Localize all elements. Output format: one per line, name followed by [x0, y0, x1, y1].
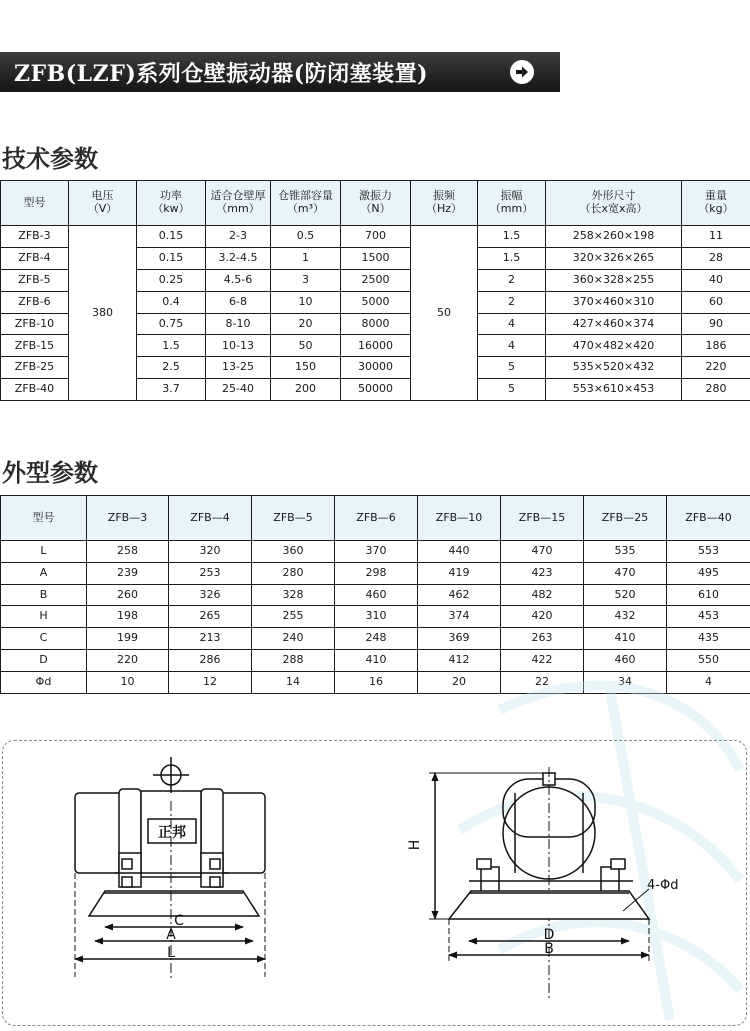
tech-cell: 150	[271, 357, 341, 379]
tech-cell: 2-3	[206, 226, 271, 248]
tech-cell: ZFB-15	[1, 335, 69, 357]
outline-cell: 470	[501, 541, 584, 563]
outline-header-model: ZFB—6	[335, 496, 418, 541]
outline-cell: 470	[584, 562, 667, 584]
tech-cell: 0.25	[137, 269, 206, 291]
tech-header-cell: 仓锥部容量 （m³）	[271, 181, 341, 226]
outline-cell: 482	[501, 584, 584, 606]
outline-cell: 34	[584, 671, 667, 693]
tech-params-table	[0, 180, 750, 401]
outline-cell: 460	[584, 649, 667, 671]
tech-header-cell: 重量 （kg）	[682, 181, 750, 226]
tech-header-cell: 电压 （V）	[69, 181, 137, 226]
tech-cell: 427×460×374	[546, 313, 682, 335]
outline-cell: 370	[335, 541, 418, 563]
tech-cell: 0.4	[137, 291, 206, 313]
tech-cell: 1	[271, 247, 341, 269]
outline-cell: 12	[169, 671, 252, 693]
tech-params-title: 技术参数	[2, 144, 98, 173]
tech-cell: ZFB-4	[1, 247, 69, 269]
outline-cell: 10	[87, 671, 169, 693]
tech-cell: 3	[271, 269, 341, 291]
outline-cell: 16	[335, 671, 418, 693]
tech-cell: 8-10	[206, 313, 271, 335]
outline-cell: 460	[335, 584, 418, 606]
tech-cell: 2500	[341, 269, 411, 291]
hole-label: 4-Φd	[647, 878, 679, 893]
outline-cell: 550	[667, 649, 750, 671]
tech-cell: 25-40	[206, 379, 271, 401]
tech-cell: 220	[682, 357, 750, 379]
outline-cell: 199	[87, 628, 169, 650]
tech-cell: 3.7	[137, 379, 206, 401]
outline-cell: 462	[418, 584, 501, 606]
tech-cell: ZFB-6	[1, 291, 69, 313]
outline-cell: 328	[252, 584, 335, 606]
tech-cell: 10	[271, 291, 341, 313]
tech-cell: 30000	[341, 357, 411, 379]
tech-cell: 1.5	[137, 335, 206, 357]
tech-header-cell: 适合仓壁厚 （mm）	[206, 181, 271, 226]
outline-cell: 520	[584, 584, 667, 606]
brand-label: 正邦	[158, 825, 186, 841]
tech-cell: ZFB-25	[1, 357, 69, 379]
outline-param-label: A	[1, 562, 87, 584]
outline-cell: 419	[418, 562, 501, 584]
outline-cell: 253	[169, 562, 252, 584]
tech-cell: 470×482×420	[546, 335, 682, 357]
outline-cell: 263	[501, 628, 584, 650]
outline-param-label: C	[1, 628, 87, 650]
tech-cell: 4	[478, 335, 546, 357]
outline-header-model: ZFB—40	[667, 496, 750, 541]
outline-param-label: B	[1, 584, 87, 606]
tech-cell: 3.2-4.5	[206, 247, 271, 269]
dim-label-a: A	[166, 927, 176, 943]
tech-cell: 13-25	[206, 357, 271, 379]
tech-cell: ZFB-3	[1, 226, 69, 248]
frequency-cell: 50	[411, 226, 478, 401]
tech-cell: 0.15	[137, 247, 206, 269]
outline-cell: 423	[501, 562, 584, 584]
outline-cell: 248	[335, 628, 418, 650]
tech-cell: 200	[271, 379, 341, 401]
outline-cell: 298	[335, 562, 418, 584]
tech-cell: 40	[682, 269, 750, 291]
outline-cell: 610	[667, 584, 750, 606]
dim-label-h: H	[407, 839, 423, 851]
tech-cell: 1.5	[478, 247, 546, 269]
tech-cell: 700	[341, 226, 411, 248]
tech-cell: 5	[478, 357, 546, 379]
outline-cell: 288	[252, 649, 335, 671]
outline-row	[1, 584, 750, 606]
tech-cell: 0.75	[137, 313, 206, 335]
tech-header-cell: 振频 （Hz）	[411, 181, 478, 226]
tech-cell: ZFB-40	[1, 379, 69, 401]
outline-cell: 240	[252, 628, 335, 650]
tech-cell: 6-8	[206, 291, 271, 313]
dim-label-c: C	[174, 913, 184, 929]
tech-header-row	[1, 181, 750, 226]
tech-cell: 11	[682, 226, 750, 248]
outline-cell: 495	[667, 562, 750, 584]
outline-cell: 535	[584, 541, 667, 563]
tech-cell: ZFB-10	[1, 313, 69, 335]
tech-cell: 50000	[341, 379, 411, 401]
tech-header-cell: 型号	[1, 181, 69, 226]
tech-cell: 10-13	[206, 335, 271, 357]
dim-label-d: D	[543, 927, 555, 943]
outline-header-corner: 型号	[1, 496, 87, 541]
outline-cell: 422	[501, 649, 584, 671]
tech-cell: 370×460×310	[546, 291, 682, 313]
title-banner	[0, 52, 560, 92]
outline-header-model: ZFB—4	[169, 496, 252, 541]
outline-cell: 410	[584, 628, 667, 650]
outline-row	[1, 628, 750, 650]
dim-label-l: L	[167, 945, 175, 961]
outline-param-label: H	[1, 606, 87, 628]
banner-title: ZFB(LZF)系列仓壁振动器(防闭塞装置)	[14, 60, 429, 87]
tech-cell: 280	[682, 379, 750, 401]
voltage-cell: 380	[69, 226, 137, 401]
outline-cell: 198	[87, 606, 169, 628]
tech-cell: 5	[478, 379, 546, 401]
tech-header-cell: 激振力 （N）	[341, 181, 411, 226]
outline-header-model: ZFB—10	[418, 496, 501, 541]
outline-param-label: L	[1, 541, 87, 563]
outline-cell: 435	[667, 628, 750, 650]
outline-header-row	[1, 496, 750, 541]
tech-header-cell: 功率 （kw）	[137, 181, 206, 226]
outline-param-label: Φd	[1, 671, 87, 693]
outline-header-model: ZFB—25	[584, 496, 667, 541]
outline-row	[1, 541, 750, 563]
outline-params-title: 外型参数	[2, 458, 98, 487]
outline-header-model: ZFB—15	[501, 496, 584, 541]
tech-cell: 28	[682, 247, 750, 269]
tech-cell: 0.15	[137, 226, 206, 248]
outline-cell: 286	[169, 649, 252, 671]
outline-cell: 374	[418, 606, 501, 628]
tech-row	[1, 226, 750, 248]
tech-cell: 1.5	[478, 226, 546, 248]
tech-cell: 186	[682, 335, 750, 357]
tech-cell: 0.5	[271, 226, 341, 248]
outline-cell: 310	[335, 606, 418, 628]
dim-label-b: B	[544, 941, 554, 957]
tech-cell: 535×520×432	[546, 357, 682, 379]
outline-cell: 239	[87, 562, 169, 584]
outline-header-model: ZFB—3	[87, 496, 169, 541]
outline-cell: 20	[418, 671, 501, 693]
outline-cell: 412	[418, 649, 501, 671]
tech-cell: 16000	[341, 335, 411, 357]
tech-cell: 50	[271, 335, 341, 357]
outline-cell: 265	[169, 606, 252, 628]
outline-cell: 432	[584, 606, 667, 628]
tech-cell: 553×610×453	[546, 379, 682, 401]
outline-cell: 255	[252, 606, 335, 628]
tech-cell: 20	[271, 313, 341, 335]
outline-cell: 320	[169, 541, 252, 563]
outline-cell: 22	[501, 671, 584, 693]
tech-cell: 1500	[341, 247, 411, 269]
tech-cell: 2.5	[137, 357, 206, 379]
outline-header-model: ZFB—5	[252, 496, 335, 541]
outline-cell: 260	[87, 584, 169, 606]
tech-header-cell: 振幅 （mm）	[478, 181, 546, 226]
outline-cell: 213	[169, 628, 252, 650]
outline-cell: 326	[169, 584, 252, 606]
tech-cell: 5000	[341, 291, 411, 313]
dimension-drawing	[3, 741, 748, 1027]
tech-cell: 90	[682, 313, 750, 335]
outline-cell: 369	[418, 628, 501, 650]
outline-cell: 4	[667, 671, 750, 693]
outline-cell: 453	[667, 606, 750, 628]
tech-cell: 4	[478, 313, 546, 335]
arrow-right-circle-icon[interactable]	[510, 60, 534, 84]
tech-cell: 2	[478, 291, 546, 313]
tech-cell: 360×328×255	[546, 269, 682, 291]
tech-cell: 258×260×198	[546, 226, 682, 248]
tech-cell: 2	[478, 269, 546, 291]
side-view	[429, 767, 649, 1001]
dimension-drawing-panel	[2, 740, 747, 1026]
outline-row	[1, 562, 750, 584]
tech-cell: ZFB-5	[1, 269, 69, 291]
tech-cell: 60	[682, 291, 750, 313]
outline-param-label: D	[1, 649, 87, 671]
tech-header-cell: 外形尺寸 （长x宽x高）	[546, 181, 682, 226]
tech-cell: 4.5-6	[206, 269, 271, 291]
tech-cell: 8000	[341, 313, 411, 335]
outline-cell: 440	[418, 541, 501, 563]
outline-cell: 280	[252, 562, 335, 584]
outline-row	[1, 606, 750, 628]
tech-cell: 320×326×265	[546, 247, 682, 269]
outline-cell: 14	[252, 671, 335, 693]
outline-cell: 420	[501, 606, 584, 628]
outline-cell: 360	[252, 541, 335, 563]
outline-cell: 553	[667, 541, 750, 563]
outline-cell: 410	[335, 649, 418, 671]
outline-cell: 220	[87, 649, 169, 671]
outline-cell: 258	[87, 541, 169, 563]
